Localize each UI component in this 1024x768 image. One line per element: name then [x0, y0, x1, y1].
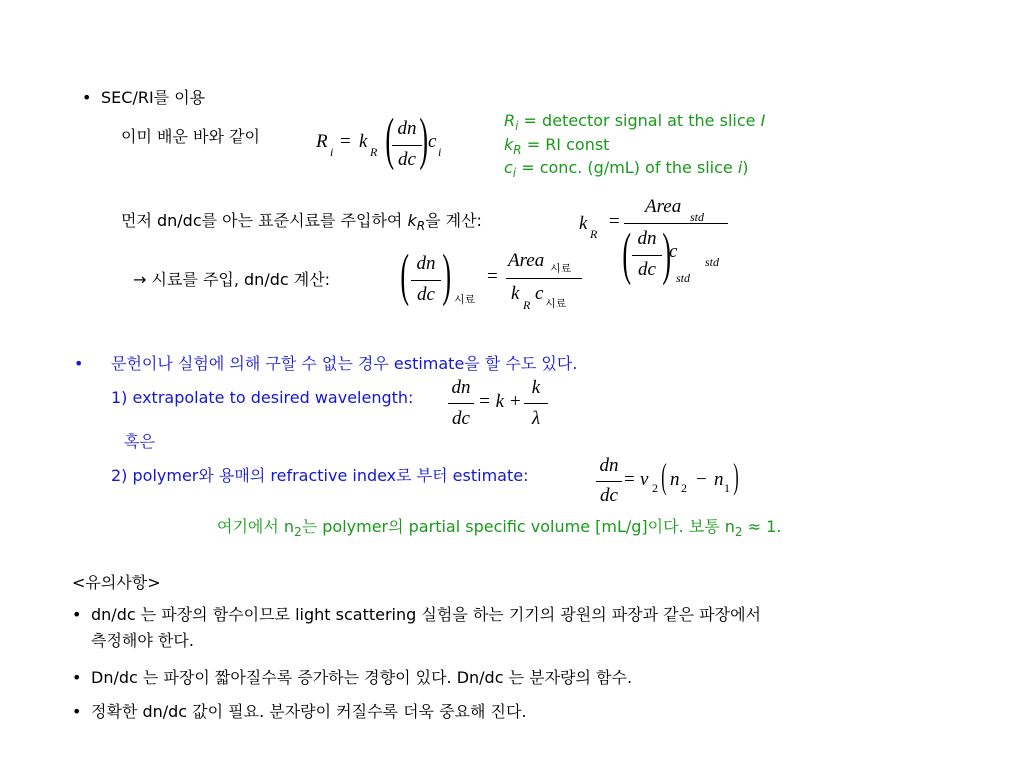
caution-bullet-1: • — [72, 605, 82, 624]
legend-text: = RI const — [521, 135, 610, 154]
legend-line-ci — [504, 158, 749, 179]
first-post: 을 계산: — [425, 211, 482, 230]
eq5-eq: = — [624, 469, 635, 490]
eq3-rparen: ) — [442, 242, 452, 307]
eq2-paren-std: std — [676, 271, 691, 285]
eq5-dn: dn — [599, 455, 619, 476]
estimate-title: 문헌이나 실험에 의해 구할 수 없는 경우 estimate을 할 수도 있다. — [111, 354, 578, 373]
eq5-minus: − — [696, 469, 707, 490]
eq3-c-sub: 시료 — [545, 297, 567, 310]
legend-text: = conc. (g/mL) of the slice — [516, 158, 738, 177]
note-sub: 2 — [294, 525, 302, 539]
caution-item-1: dn/dc 는 파장의 함수이므로 light scattering 실험을 하는 기기의 광원의 파장과 같은 파장에서 — [91, 605, 762, 624]
caution-title: <유의사항> — [72, 573, 161, 592]
eq1-dc: dc — [398, 149, 416, 170]
caution-item-3: 정확한 dn/dc 값이 필요. 분자량이 커질수록 더욱 중요해 진다. — [91, 702, 527, 721]
legend-sub: i — [512, 166, 517, 180]
eq3-R: R — [523, 298, 531, 312]
eq2-dn: dn — [637, 228, 657, 249]
eq5-frac-bar — [596, 481, 622, 482]
eq1-R: R — [316, 131, 328, 152]
partial-specific-volume-note — [217, 517, 781, 538]
first-k-sub: R — [416, 219, 426, 233]
eq4-lambda: λ — [531, 408, 541, 429]
legend-end: i — [737, 158, 743, 177]
eq5-nu-sub: 2 — [652, 481, 658, 495]
eq3-area: Area — [508, 250, 545, 271]
eq5-rparen: ) — [733, 456, 739, 496]
eq1-k-sub: R — [370, 145, 378, 159]
eq2-eq: = — [609, 211, 620, 232]
first-k: k — [407, 211, 417, 230]
eq5-n-sub: 2 — [681, 481, 687, 495]
caution-item-1-cont: 측정해야 한다. — [91, 631, 194, 650]
eq2-area: Area — [645, 196, 682, 217]
eq2-c: c — [669, 241, 678, 262]
eq2-k: k — [579, 213, 588, 234]
eq1-eq: = — [340, 131, 351, 152]
legend-line-ri — [504, 111, 765, 132]
eq5-nu: ν — [640, 469, 649, 490]
eq2-inner-bar — [632, 255, 662, 256]
legend-text: = detector signal at the slice — [518, 111, 761, 130]
eq4-dn: dn — [451, 377, 471, 398]
legend-var: c — [504, 158, 513, 177]
eq3-main-bar — [506, 278, 582, 279]
same-as-before-text: 이미 배운 바와 같이 — [121, 127, 260, 146]
eq2-rparen: ) — [662, 221, 672, 286]
note-sub2: 2 — [734, 525, 743, 539]
sec-heading: SEC/RI를 이용 — [101, 88, 206, 107]
eq1-i: i — [330, 145, 334, 159]
eq3-area-sub: 시료 — [550, 262, 572, 275]
eq1-frac-bar — [392, 145, 422, 146]
eq4-frac-bar — [448, 403, 474, 404]
caution-bullet-3: • — [72, 702, 82, 721]
eq2-lparen: ( — [622, 221, 632, 286]
eq1-lparen: ( — [385, 106, 395, 171]
estimate-item-2: 2) polymer와 용매의 refractive index로 부터 estimate: — [111, 466, 529, 485]
bullet-sec: • — [82, 88, 92, 107]
eq1-c-sub: i — [438, 145, 442, 159]
eq1-dn: dn — [397, 118, 417, 139]
note-pre: 여기에서 n — [217, 517, 295, 536]
first-standard-text — [121, 211, 482, 232]
eq1-rparen: ) — [419, 106, 429, 171]
caution-bullet-2: • — [72, 668, 82, 687]
eq4-k-bar — [524, 403, 548, 404]
eq5-n: n — [670, 469, 680, 490]
or-text: 혹은 — [124, 432, 155, 451]
eq4-k: k — [531, 377, 541, 398]
legend-end: I — [760, 111, 766, 130]
legend-var: k — [504, 135, 514, 154]
eq2-R: R — [590, 227, 598, 241]
eq4-dc: dc — [452, 408, 470, 429]
note-end: ≈ 1. — [742, 517, 782, 536]
eq3-k: k — [511, 283, 520, 304]
eq3-frac-bar — [411, 280, 441, 281]
eq3-sample-sub: 시료 — [454, 293, 476, 306]
legend-sub: R — [513, 143, 522, 157]
legend-var: R — [504, 111, 516, 130]
legend-sub: i — [515, 119, 519, 133]
legend-close: ) — [742, 158, 749, 177]
eq5-dc: dc — [600, 485, 618, 506]
inject-text: → 시료를 주입, dn/dc 계산: — [133, 270, 331, 289]
eq5-n1: n — [714, 469, 724, 490]
first-pre: 먼저 dn/dc를 아는 표준시료를 주입하여 — [121, 211, 408, 230]
eq3-lparen: ( — [400, 242, 410, 307]
note-mid: 는 polymer의 partial specific volume [mL/g]이다. 보통 n — [301, 517, 735, 536]
eq1-k: k — [359, 131, 368, 152]
eq3-dc: dc — [417, 284, 435, 305]
eq5-lparen: ( — [661, 456, 667, 496]
eq1-c: c — [428, 131, 437, 152]
eq2-dc: dc — [638, 259, 656, 280]
eq3-eq: = — [487, 266, 498, 287]
eq2-area-std: std — [690, 210, 705, 224]
estimate-item-1: 1) extrapolate to desired wavelength: — [111, 388, 414, 407]
eq5-n1-sub: 1 — [724, 481, 730, 495]
eq3-c: c — [535, 283, 544, 304]
eq2-c-std: std — [705, 255, 720, 269]
legend-line-kr — [504, 135, 609, 156]
caution-item-2: Dn/dc 는 파장이 짧아질수록 증가하는 경향이 있다. Dn/dc 는 분자량의 함수. — [91, 668, 633, 687]
eq2-main-bar — [624, 223, 728, 224]
eq4-rhs: = k + — [478, 391, 522, 412]
eq3-dn: dn — [416, 253, 436, 274]
bullet-estimate: • — [74, 354, 84, 373]
